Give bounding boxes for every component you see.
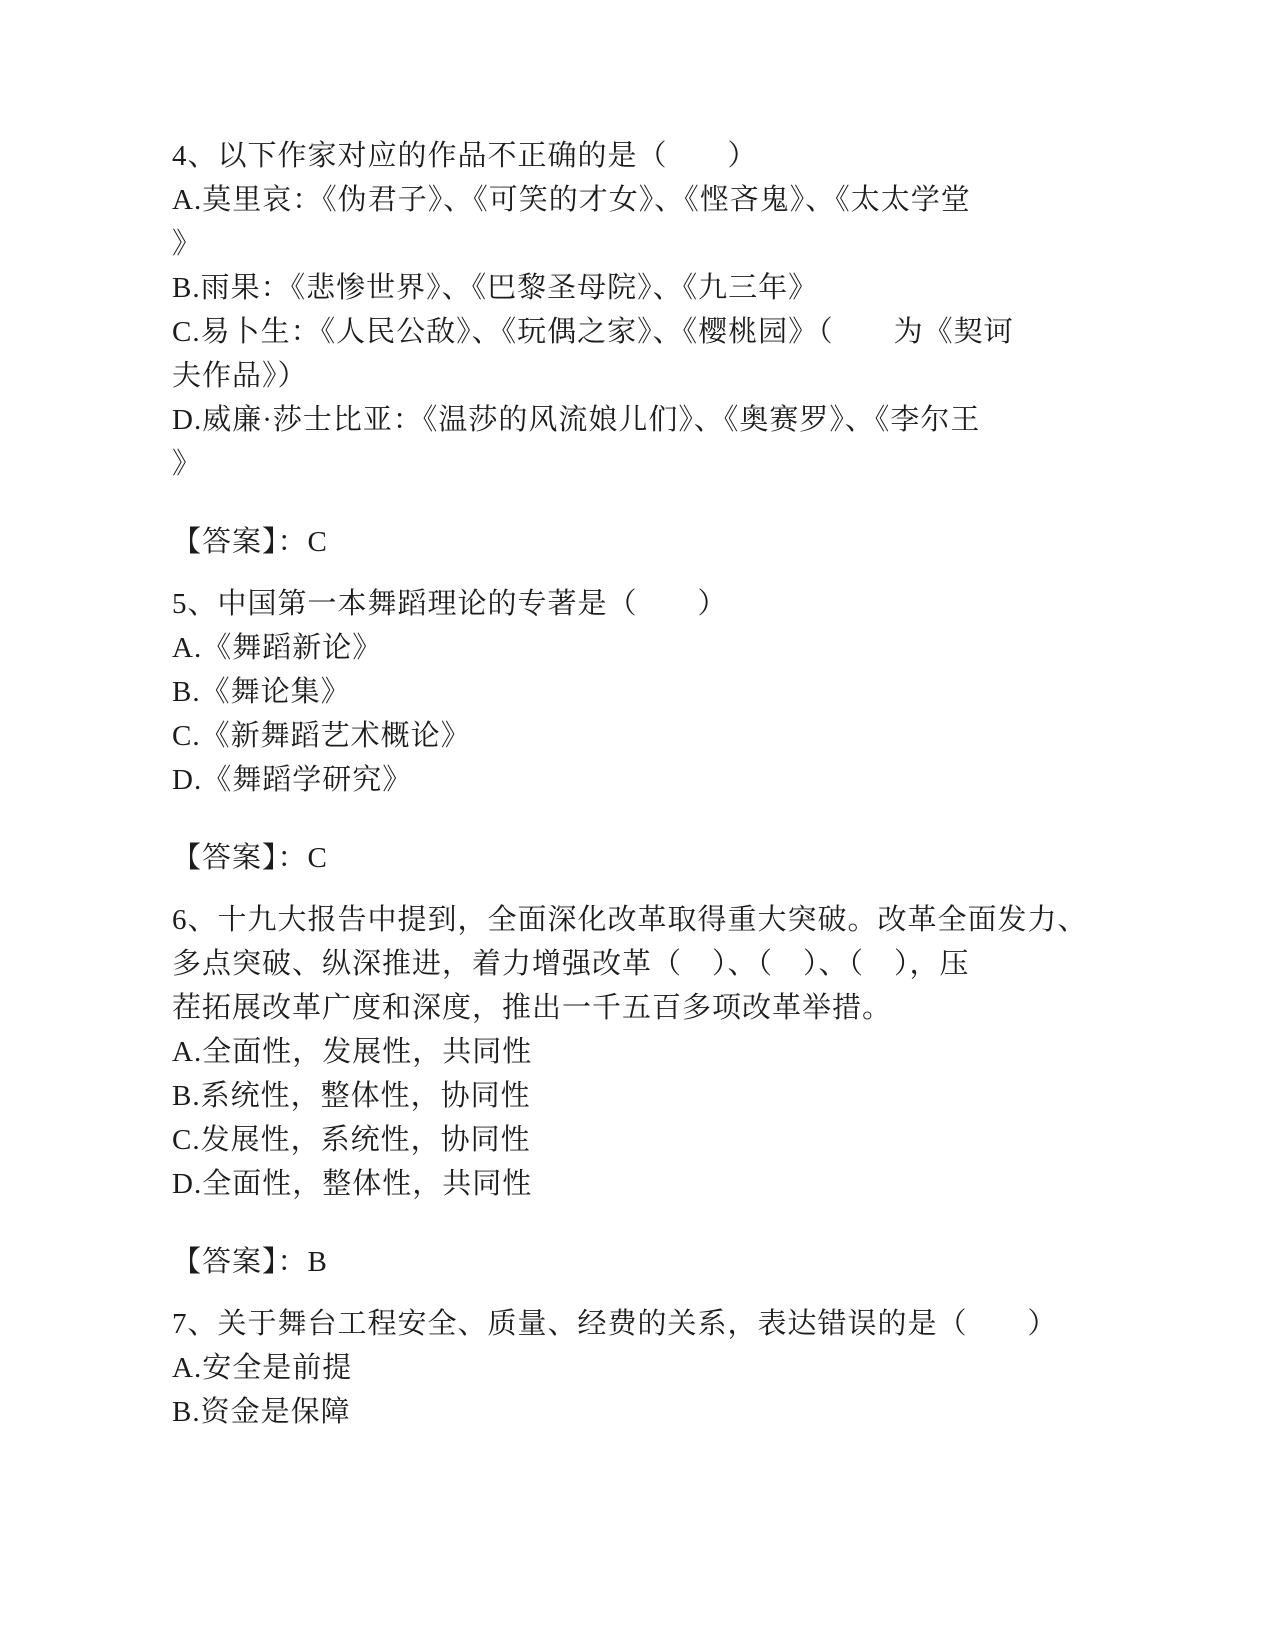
question-4-option-d-wrap: 》 [172,448,203,480]
question-5-option-c: C.《新舞蹈艺术概论》 [172,720,471,752]
question-5-option-a: A.《舞蹈新论》 [172,632,383,664]
question-6-stem-line-1: 6、十九大报告中提到，全面深化改革取得重大突破。改革全面发力、 [172,904,1088,936]
question-5-stem: 5、中国第一本舞蹈理论的专著是（ ） [172,588,728,620]
question-6-stem-line-3: 茬拓展改革广度和深度，推出一千五百多项改革举措。 [172,992,893,1024]
question-7 [172,1302,1112,1434]
question-4-option-c-wrap: 夫作品》） [172,360,308,392]
question-4-option-d: D.威廉·莎士比亚：《温莎的风流娘儿们》、《奥赛罗》、《李尔王 [172,404,981,436]
question-6-option-a: A.全面性，发展性，共同性 [172,1036,533,1068]
question-6-stem-line-2: 多点突破、纵深推进，着力增强改革（ ）、（ ）、（ ），压 [172,948,970,980]
exam-page-content [172,134,1112,1434]
question-4-option-b: B.雨果：《悲惨世界》、《巴黎圣母院》、《九三年》 [172,272,819,304]
question-6-option-b: B.系统性，整体性，协同性 [172,1080,531,1112]
question-6-option-d: D.全面性，整体性，共同性 [172,1168,533,1200]
question-5 [172,582,1112,802]
question-5-answer: 【答案】：C [172,842,328,874]
question-5-option-d: D.《舞蹈学研究》 [172,764,413,796]
question-7-option-a: A.安全是前提 [172,1352,353,1384]
question-5-option-b: B.《舞论集》 [172,676,351,708]
question-6 [172,898,1112,1206]
question-4-stem: 4、以下作家对应的作品不正确的是（ ） [172,140,758,172]
question-7-option-b: B.资金是保障 [172,1396,351,1428]
question-4-option-a: A.莫里哀：《伪君子》、《可笑的才女》、《悭吝鬼》、《太太学堂 [172,184,971,216]
question-7-stem: 7、关于舞台工程安全、质量、经费的关系，表达错误的是（ ） [172,1308,1058,1340]
question-4-option-c: C.易卜生：《人民公敌》、《玩偶之家》、《樱桃园》（ 为《契诃 [172,316,1014,348]
question-4-answer: 【答案】：C [172,526,328,558]
question-6-answer: 【答案】：B [172,1246,328,1278]
question-4-option-a-wrap: 》 [172,228,203,260]
question-4 [172,134,1112,486]
question-6-option-c: C.发展性，系统性，协同性 [172,1124,531,1156]
